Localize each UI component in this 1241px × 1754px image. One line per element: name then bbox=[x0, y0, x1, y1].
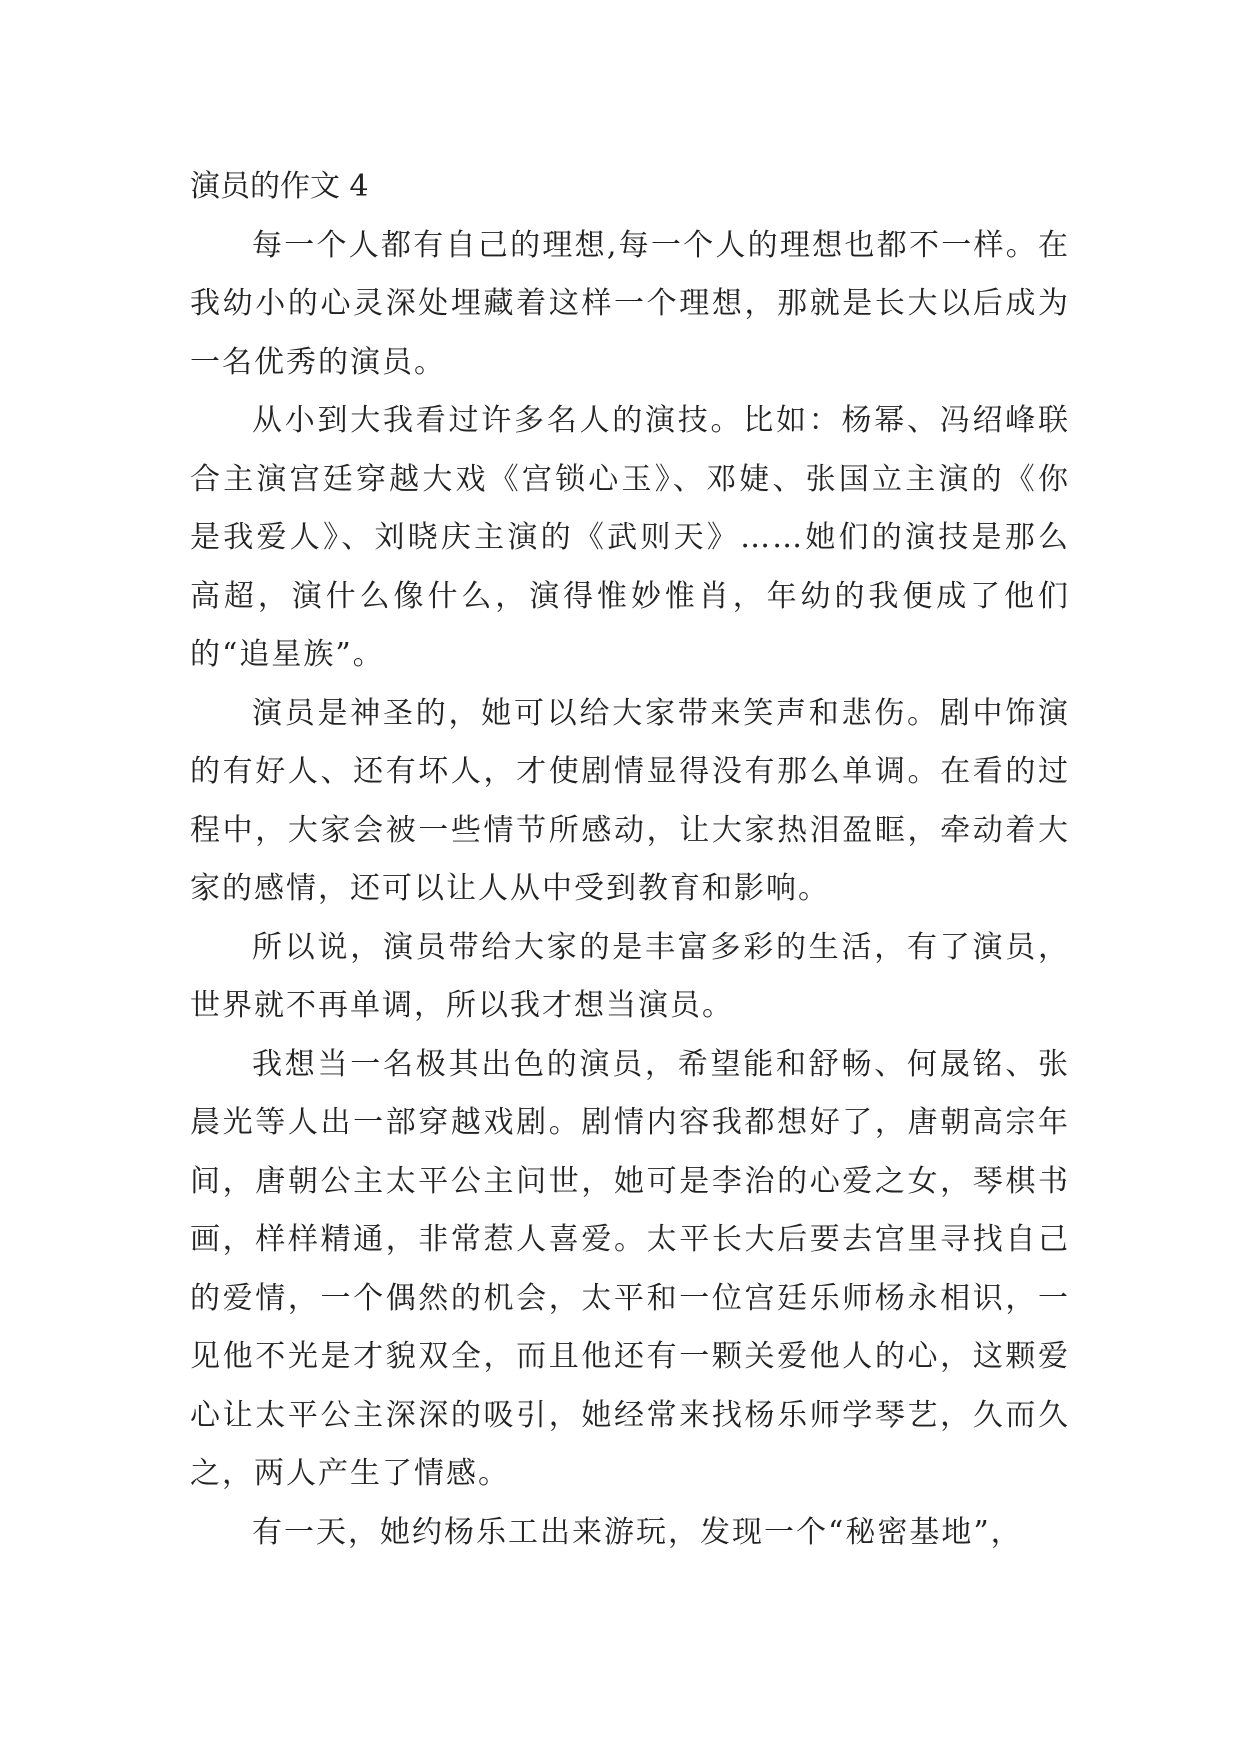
paragraph-3: 演员是神圣的，她可以给大家带来笑声和悲伤。剧中饰演的有好人、还有坏人，才使剧情显得没有那么单调。在看的过程中，大家会被一些情节所感动，让大家热泪盈眶，牵动着大家的感情，还可以让人从中受到教育和影响。 bbox=[190, 695, 1070, 906]
paragraph-4: 所以说，演员带给大家的是丰富多彩的生活，有了演员，世界就不再单调，所以我才想当演员。 bbox=[190, 929, 1070, 1023]
document-body bbox=[190, 158, 1070, 1562]
essay-title: 演员的作文 4 bbox=[190, 169, 369, 204]
paragraph-6: 有一天，她约杨乐工出来游玩，发现一个“秘密基地”， bbox=[252, 1514, 1023, 1550]
paragraph-5: 我想当一名极其出色的演员，希望能和舒畅、何晟铭、张晨光等人出一部穿越戏剧。剧情内容我都想好了，唐朝高宗年间，唐朝公主太平公主问世，她可是李治的心爱之女，琴棋书画，样样精通，非常惹人喜爱。太平长大后要去宫里寻找自己的爱情，一个偶然的机会，太平和一位宫廷乐师杨永相识，一见他不光是才貌双全，而且他还有一颗关爱他人的心，这颗爱心让太平公主深深的吸引，她经常来找杨乐师学琴艺，久而久之，两人产生了情感。 bbox=[190, 1046, 1070, 1491]
paragraph-2: 从小到大我看过许多名人的演技。比如：杨幂、冯绍峰联合主演宫廷穿越大戏《宫锁心玉》、邓婕、张国立主演的《你是我爱人》、刘晓庆主演的《武则天》……她们的演技是那么高超，演什么像什么，演得惟妙惟肖，年幼的我便成了他们的“追星族”。 bbox=[190, 403, 1070, 672]
paragraph-1: 每一个人都有自己的理想,每一个人的理想也都不一样。在我幼小的心灵深处埋藏着这样一个理想，那就是长大以后成为一名优秀的演员。 bbox=[190, 227, 1070, 380]
